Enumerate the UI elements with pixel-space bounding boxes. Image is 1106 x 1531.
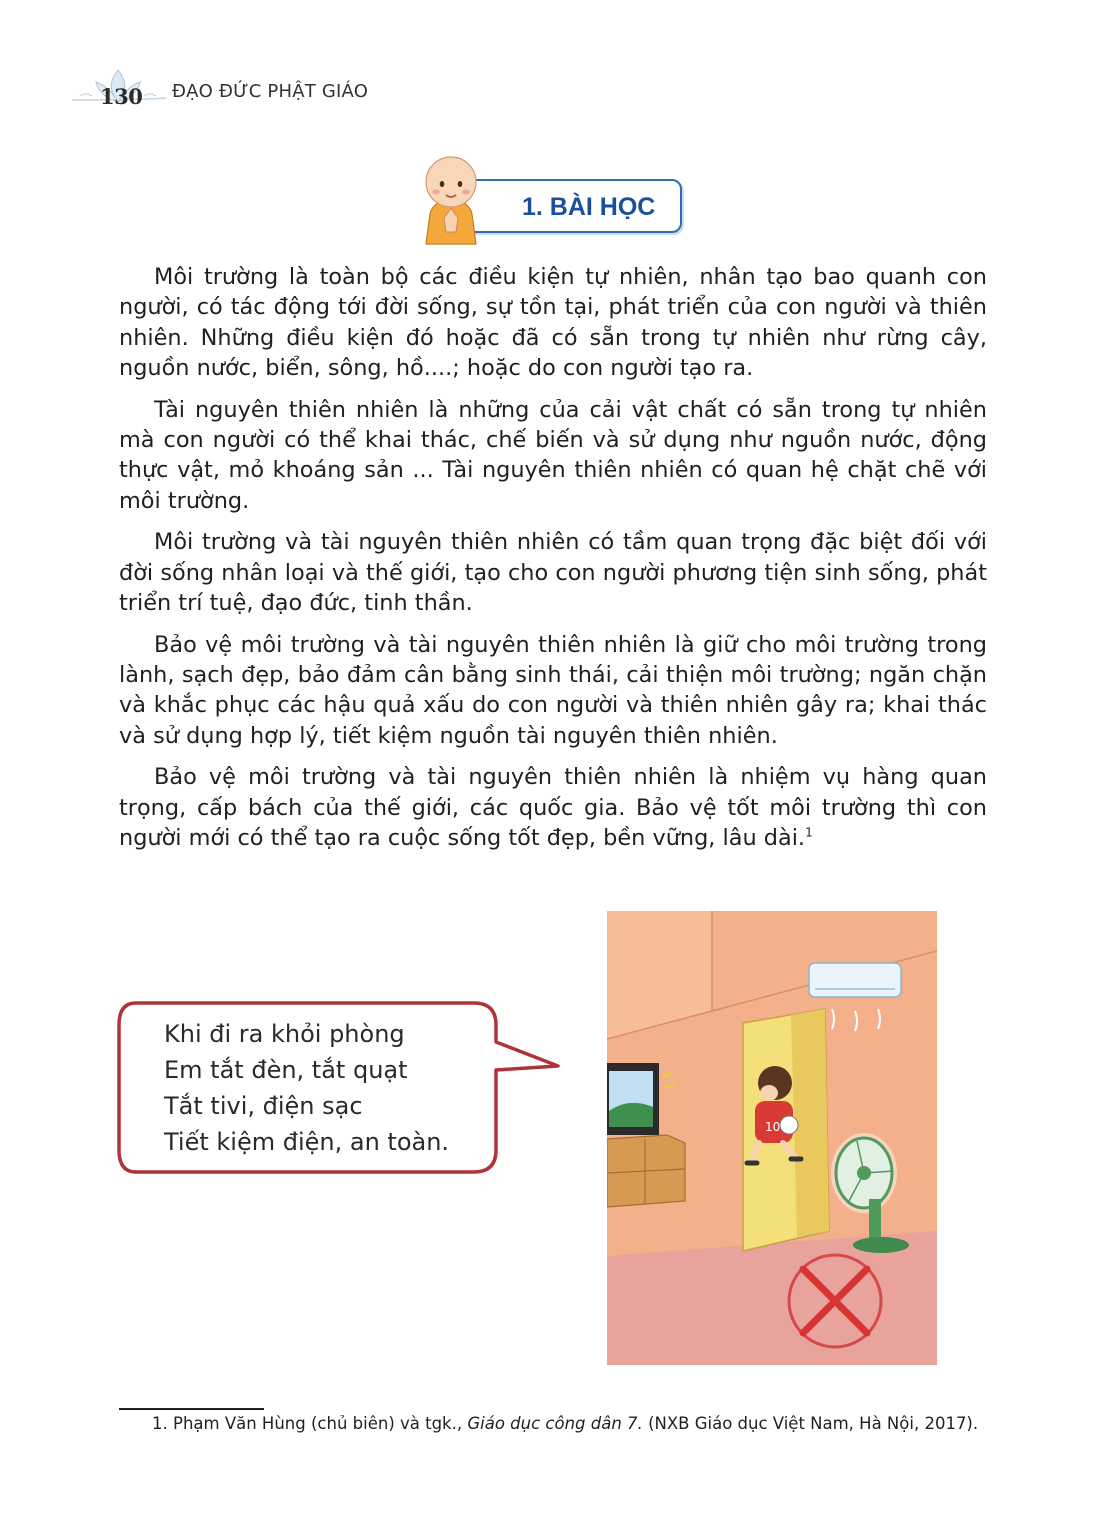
footnote-marker: 1	[805, 825, 813, 840]
footnote-publisher: (NXB Giáo dục Việt Nam, Hà Nội, 2017).	[648, 1414, 979, 1433]
shirt-number: 10	[765, 1120, 781, 1134]
poem-line: Khi đi ra khỏi phòng	[164, 1020, 405, 1048]
paragraph-importance: Môi trường và tài nguyên thiên nhiên có tầm quan trọng đặc biệt đối với đời sống nhân loại và thế giới, tạo cho con người phương tiện sinh sống, phát triển trí tuệ, đạo đức, tinh thần.	[119, 529, 987, 616]
page-header	[70, 62, 390, 112]
paragraph-environment: Môi trường là toàn bộ các điều kiện tự nhiên, nhân tạo bao quanh con người, có tác động tới đời sống, sự tồn tại, phát triển của con người và thiên nhiên. Những điều kiện đó hoặc đã có sẵn trong tự nhiên như rừng cây, nguồn nước, biển, sông, hồ....; hoặc do con người tạo ra.	[119, 264, 987, 381]
running-title: ĐẠO ĐỨC PHẬT GIÁO	[172, 81, 369, 102]
lesson-body	[119, 262, 987, 865]
poem-line: Tiết kiệm điện, an toàn.	[164, 1128, 450, 1156]
speech-bubble	[116, 1000, 566, 1180]
footnote-number: 1.	[152, 1414, 168, 1433]
lesson-title: 1. BÀI HỌC	[522, 193, 656, 221]
paragraph-natural-resources: Tài nguyên thiên nhiên là những của cải vật chất có sẵn trong tự nhiên mà con người có thể khai thác, chế biến và sử dụng như nguồn nước, động thực vật, mỏ khoáng sản ... Tài nguyên thiên nhiên có quan hệ chặt chẽ với môi trường.	[119, 396, 987, 514]
cabinet-icon	[607, 1135, 685, 1207]
paragraph-protection: Bảo vệ môi trường và tài nguyên thiên nhiên là giữ cho môi trường trong lành, sạch đẹp, bảo đảm cân bằng sinh thái, cải thiện môi trường; ngăn chặn và khắc phục các hậu quả xấu do con người và thiên nhiên gây ra; khai thác và sử dụng hợp lý, tiết kiệm nguồn tài nguyên thiên nhiên.	[119, 631, 987, 749]
poem	[164, 1016, 449, 1160]
poem-line: Tắt tivi, điện sạc	[164, 1092, 363, 1120]
footnote-divider	[119, 1408, 264, 1410]
energy-saving-illustration	[607, 911, 937, 1365]
lesson-title-box	[464, 179, 682, 233]
paragraph-duty-text: Bảo vệ môi trường và tài nguyên thiên nhiên là nhiệm vụ hàng quan trọng, cấp bách của thế giới, các quốc gia. Bảo vệ tốt môi trường thì con người mới có thể tạo ra cuộc sống tốt đẹp, bền vững, lâu dài.	[119, 764, 987, 852]
lesson-heading	[418, 152, 688, 252]
monk-mascot-icon	[418, 152, 484, 248]
footnote-work-title: Giáo dục công dân 7.	[467, 1414, 643, 1433]
footnote-author: Phạm Văn Hùng (chủ biên) và tgk.,	[173, 1414, 463, 1433]
poem-line: Em tắt đèn, tắt quạt	[164, 1056, 408, 1084]
footnote	[152, 1414, 978, 1433]
paragraph-duty	[119, 762, 987, 853]
page-number: 130	[100, 84, 143, 109]
